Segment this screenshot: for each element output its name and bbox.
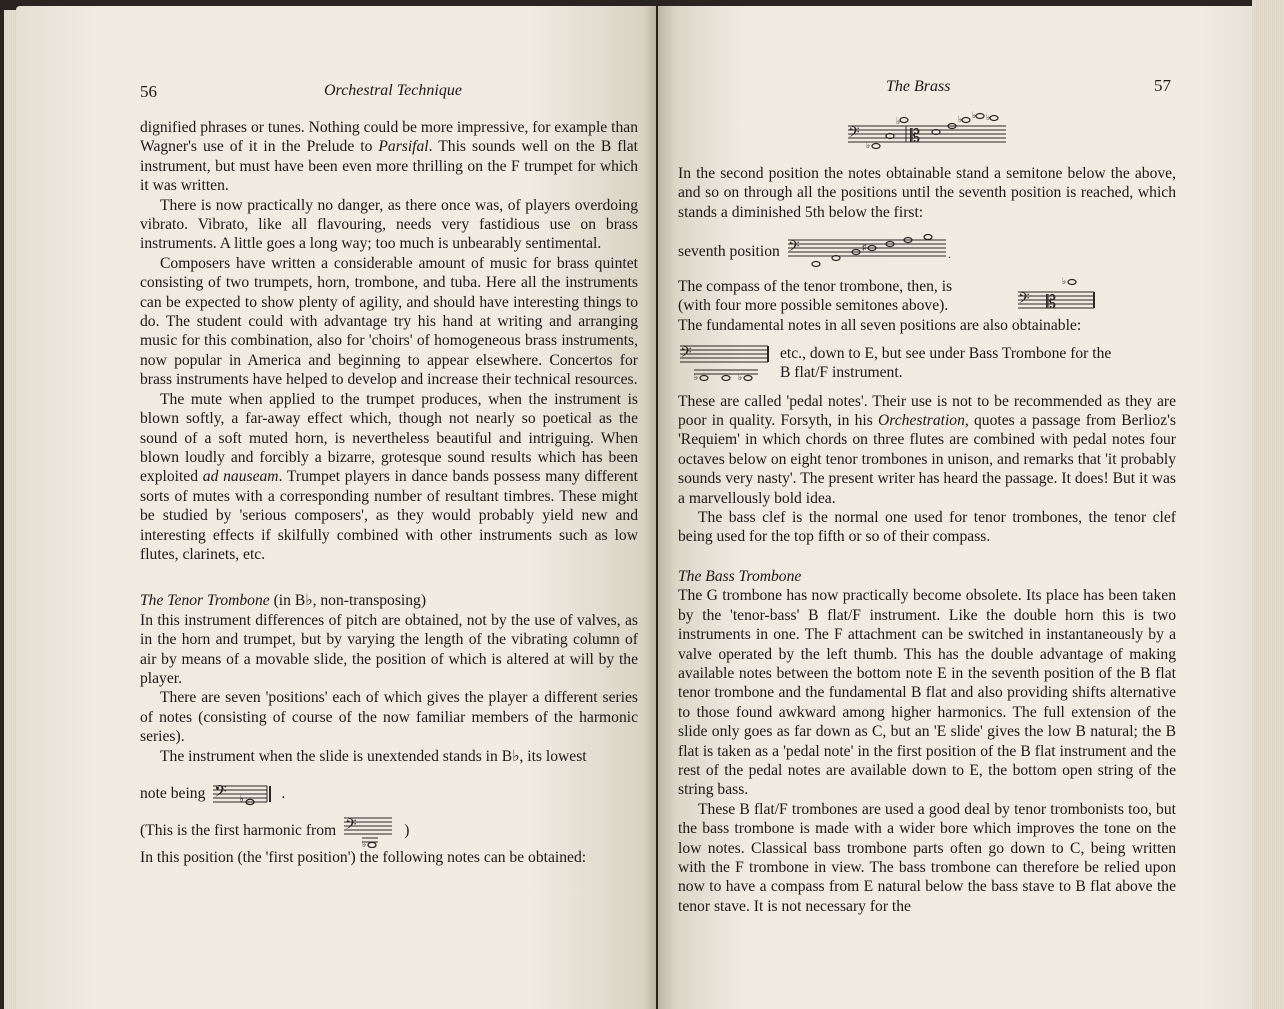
- first-harmonic-line: (This is the first harmonic from 𝄢 ♭ ): [140, 816, 410, 848]
- svg-text:𝄢: 𝄢: [345, 816, 357, 836]
- paragraph: The bass clef is the normal one used for tenor trombones, the tenor clef being used for the top fifth or so of their compass.: [678, 509, 1176, 546]
- svg-text:𝄢: 𝄢: [787, 238, 800, 259]
- right-page: [658, 6, 1258, 1009]
- compass-line: The compass of the tenor trombone, then, is (with four more possible semitones above). 𝄢 𝄡 ♭: [678, 276, 1176, 316]
- svg-text:♭: ♭: [1062, 276, 1067, 287]
- paragraph: These are called 'pedal notes'. Their use is not to be recommended as they are poor in quality. Forsyth, in his Orchestration, quotes a passage from Berlioz's 'Requiem' in which chords on three flutes are combined with pedal notes four octaves below on eight tenor trombones in unison, and remarks that 'it probably sounds very nasty'. The present writer has heard the passage. It does! But it was a marvellously bold idea.: [678, 392, 1176, 507]
- svg-text:𝄢: 𝄢: [1018, 290, 1030, 311]
- note-being-line: note being 𝄢 ♭ .: [140, 780, 638, 808]
- svg-text:♯: ♯: [861, 242, 867, 253]
- pedal-notes-line: 𝄢 ♭ ♭ etc., down to E, but see under Bass Trombone for the B flat/F instrument.: [680, 343, 1112, 382]
- page-number-right: 57: [1154, 76, 1171, 95]
- running-head-left: Orchestral Technique: [324, 82, 462, 99]
- paragraph: dignified phrases or tunes. Nothing could be more impressive, for example than Wagner's use of it in the Prelude to Parsifal. This sounds well on the B flat instrument, but must have been even more thrilling on the F trumpet for which it was written.: [140, 119, 639, 195]
- svg-text:♭: ♭: [738, 371, 743, 382]
- paragraph: The instrument when the slide is unextended stands in B♭, its lowest: [160, 747, 587, 765]
- paragraph: In the second position the notes obtainable stand a semitone below the above, and so on through all the positions until the seventh position is reached, which stands a diminished 5th below the first:: [678, 165, 1176, 221]
- svg-text:𝄢: 𝄢: [214, 783, 228, 805]
- music-example-pedal-notes: [678, 344, 774, 384]
- paragraph: There is now practically no danger, as there once was, of players overdoing vibrato. Vibrato, like all flavouring, needs very fastidious use on brass instruments. A little goes a long way; too much is unbearably sentimental.: [140, 196, 638, 253]
- svg-text:𝄡: 𝄡: [1046, 292, 1057, 313]
- svg-text:♭: ♭: [239, 794, 245, 805]
- section-heading: The Tenor Trombone (in B♭, non-transposing): [140, 592, 427, 610]
- svg-text:♭: ♭: [986, 112, 991, 122]
- paragraph: There are seven 'positions' each of which gives the player a different series of notes (consisting of course of the now familiar members of the harmonic series).: [140, 689, 638, 746]
- svg-text:♭: ♭: [958, 114, 963, 124]
- svg-text:.: .: [947, 247, 951, 262]
- music-example-first-harmonic: [342, 814, 398, 848]
- music-example-first-position: [846, 110, 1008, 150]
- music-example-seventh-position: [786, 234, 956, 268]
- paragraph: In this position (the 'first position') the following notes can be obtained:: [140, 849, 587, 866]
- running-head-right: The Brass: [886, 78, 951, 95]
- svg-text:𝄢: 𝄢: [848, 124, 860, 144]
- svg-text:♭: ♭: [866, 140, 871, 150]
- page-number-left: 56: [140, 82, 157, 101]
- svg-text:♭: ♭: [896, 116, 901, 126]
- paragraph: These B flat/F trombones are used a good deal by tenor trombonists too, but the bass trombone is made with a wider bore which improves the tone on the low notes. Classical bass trombone parts often go down to C, being written with the F trombone in view. The bass trombone can therefore be relied upon now to have a compass from E natural below the bass stave to B flat above the tenor stave. It is not necessary for the: [678, 800, 1176, 915]
- right-body-text: [678, 164, 1176, 916]
- svg-text:♭: ♭: [362, 839, 367, 848]
- music-example-lowest-note: [211, 780, 275, 808]
- paragraph: The mute when applied to the trumpet produces, when the instrument is blown softly, a far-away effect which, though not nearly so poetical as the sound of a soft muted horn, is nevertheless beautiful and intriguing. When blown loudly and forcibly a bizarre, grotesque sound results which has been exploited ad nauseam. Trumpet players in dance bands possess many different sorts of mutes with a corresponding number of resultant timbres. These might be studied by 'serious composers', as they would probably yield new and interesting effects if skilfully combined with other instruments such as low flutes, clarinets, etc.: [140, 390, 638, 563]
- section-heading: The Bass Trombone: [678, 567, 802, 585]
- paragraph: In this instrument differences of pitch are obtained, not by the use of valves, as in the horn and trumpet, but by varying the length of the vibrating column of air by means of a movable slide, the position of which is altered at will by the player.: [140, 611, 638, 687]
- left-page: [16, 6, 656, 1009]
- paragraph: The fundamental notes in all seven positions are also obtainable:: [678, 317, 1082, 335]
- paragraph: Composers have written a considerable amount of music for brass quintet consisting of two trumpets, horn, trombone, and tuba. Here all the instruments can be expected to show plenty of agility, and should have interesting things to do. The student could with advantage try his hand at writing and arranging music for this combination, also for 'choirs' of homogeneous brass instruments, now popular in America and beginning to appear elsewhere. Concertos for brass instruments have helped to develop and increase their technical resources.: [140, 254, 638, 389]
- seventh-position-line: seventh position 𝄢 ♯ .: [678, 234, 1176, 268]
- music-example-compass: [1016, 276, 1096, 316]
- left-body-text: [140, 118, 638, 867]
- svg-text:♭: ♭: [694, 371, 699, 382]
- paragraph: The G trombone has now practically become obsolete. Its place has been taken by the 'tenor-bass' B flat/F instrument. Like the double horn this is two instruments in one. The F attachment can be switched in instantaneously by a valve operated by the left thumb. This has the double advantage of making available notes between the bottom note E in the seventh position of the B flat tenor trombone and the fundamental B flat and also providing shifts alternative to those found awkward among higher harmonics. The full extension of the slide only goes as far down as C, but an 'E slide' gives the low B natural; the B flat is taken as a 'pedal note' in the first position of the B flat instrument and the rest of the pedal notes are available down to E, the bottom open string of the string bass.: [678, 587, 1176, 799]
- svg-text:𝄡: 𝄡: [910, 126, 921, 146]
- right-page-edges: [1252, 0, 1284, 1009]
- svg-text:𝄢: 𝄢: [680, 343, 692, 364]
- svg-text:♭: ♭: [972, 110, 977, 120]
